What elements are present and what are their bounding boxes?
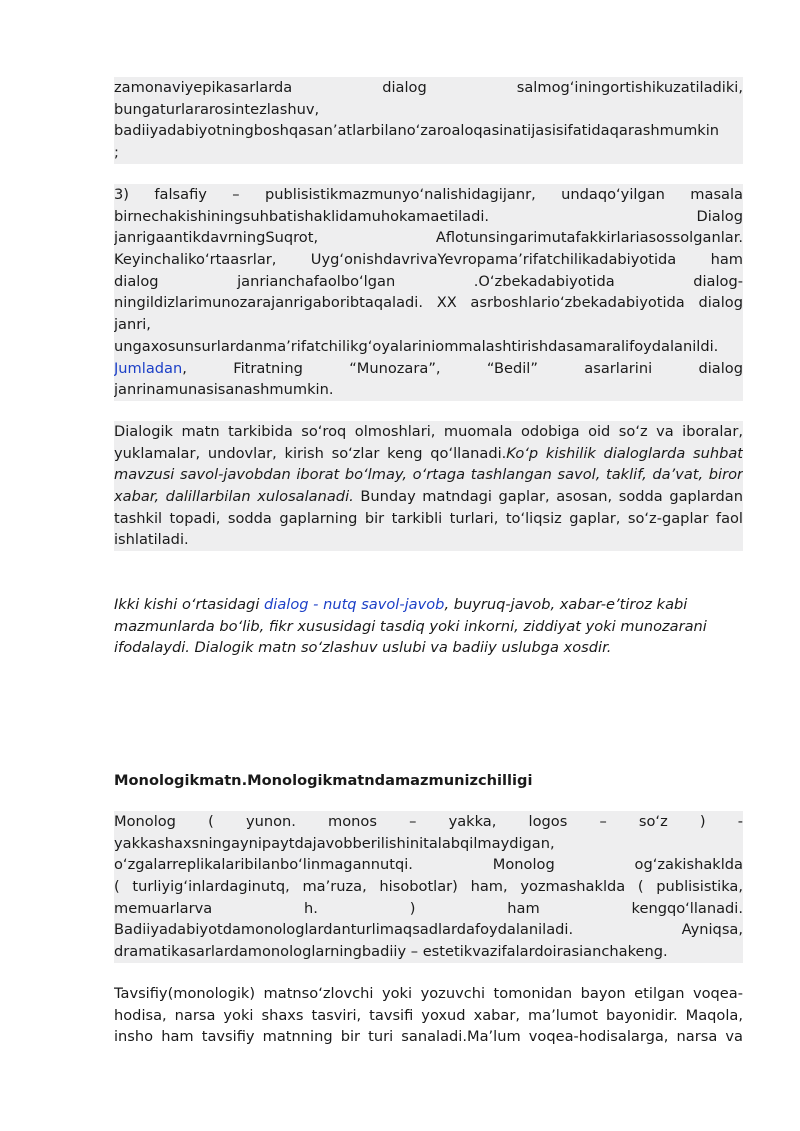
text-span: Bunday matndagi gaplar, asosan, sodda gaplardan xyxy=(353,488,743,506)
text-line: bungaturlararosintezlashuv, xyxy=(114,100,320,118)
text-line: janrigaantikdavrningSuqrot, Aflotunsingarimutafakkirlariasossolganlar. xyxy=(114,229,743,247)
text-line: insho ham tavsifiy matnning bir turi sanaladi.Ma’lum voqea-hodisalarga, narsa va xyxy=(114,1028,743,1046)
text-span: Ikki kishi o‘rtasidagi xyxy=(114,596,265,613)
text-line: Tavsifiy(monologik) matnso‘zlovchi yoki yozuvchi tomonidan bayon etilgan voqea- xyxy=(114,985,743,1002)
section-heading: Monologikmatn.Monologikmatndamazmunizchilligi xyxy=(114,772,533,789)
text-line: Monolog ( yunon. monos – yakka, logos – so‘z ) - xyxy=(114,813,743,830)
text-line: dramatikasarlardamonologlarningbadiiy – estetikvazifalardoirasianchakeng. xyxy=(114,943,668,961)
text-line xyxy=(114,486,743,508)
text-span: , Fitratning “Munozara”, “Bedil” asarlarini dialog xyxy=(182,359,743,377)
paragraph-3 xyxy=(114,421,743,551)
text-line: mavzusi savol-javobdan iborat bo‘lmay, o‘rtaga tashlangan savol, taklif, da’vat, biror xyxy=(114,466,743,484)
text-line: zamonaviyepikasarlarda dialog salmog‘iningortishikuzatiladiki, xyxy=(114,79,743,96)
text-line xyxy=(114,358,743,380)
text-line: memuarlarva h. ) ham kengqo‘llanadi. xyxy=(114,899,743,917)
paragraph-1 xyxy=(114,77,743,164)
dialog-link[interactable]: dialog - nutq savol-javob xyxy=(264,596,445,613)
text-line: mazmunlarda bo‘lib, fikr xususidagi tasdiq yoki inkorni, ziddiyat yoki munozarani xyxy=(114,617,707,635)
text-line: dialog janrianchafaolbo‘lgan .O‘zbekadabiyotida dialog- xyxy=(114,272,743,290)
text-line: ifodalaydi. Dialogik matn so‘zlashuv uslubi va badiiy uslubga xosdir. xyxy=(114,639,612,657)
text-line: badiiyadabiyotningboshqasan’atlarbilano‘zaroaloqasinatijasisifatidaqarashmumkin xyxy=(114,122,720,140)
text-span: , buyruq-javob, xabar-e’tiroz kabi xyxy=(444,596,688,613)
text-line: yakkashaxsningaynipaytdajavobberilishinitalabqilmaydigan, xyxy=(114,834,555,852)
text-line: ; xyxy=(114,144,119,162)
text-line: ( turliyig‘inlardaginutq, ma’ruza, hisobotlar) ham, yozmashaklda ( publisistika, xyxy=(114,878,743,896)
text-line: janri, xyxy=(114,316,151,334)
text-line: ungaxosunsurlardanma’rifatchilikg‘oyalariniommalashtirishdasamaralifoydalanildi. xyxy=(114,337,719,355)
paragraph-4 xyxy=(114,594,743,659)
text-line: birnechakishiningsuhbatishaklidamuhokamaetiladi. Dialog xyxy=(114,207,743,225)
text-span: yuklamalar, undovlar, kirish so‘zlar keng qo‘llanadi. xyxy=(114,444,507,462)
text-line: Badiiyadabiyotdamonologlardanturlimaqsadlardafoydalaniladi. Ayniqsa, xyxy=(114,921,743,939)
paragraph-5 xyxy=(114,811,743,963)
italic-span: Ko‘p kishilik dialoglarda suhbat xyxy=(506,444,743,462)
italic-span: xabar, dalillarbilan xulosalanadi. xyxy=(114,488,354,506)
text-line: janrinamunasisanashmumkin. xyxy=(114,381,334,399)
text-line: ningildizlarimunozarajanrigaboribtaqaladi. XX asrboshlario‘zbekadabiyotida dialog xyxy=(114,294,743,312)
paragraph-2 xyxy=(114,184,743,401)
text-line: o‘zgalarreplikalaribilanbo‘linmagannutqi. Monolog og‘zakishaklda xyxy=(114,856,743,874)
text-line: Dialogik matn tarkibida so‘roq olmoshlari, muomala odobiga oid so‘z va iboralar, xyxy=(114,423,743,440)
text-line: ishlatiladi. xyxy=(114,531,189,549)
jumladan-link[interactable]: Jumladan xyxy=(114,359,183,377)
text-line: Keyinchaliko‘rtaasrlar, Uyg‘onishdavrivaYevropama’rifatchilikadabiyotida ham xyxy=(114,251,743,269)
text-line: hodisa, narsa yoki shaxs tasviri, tavsifi yoxud xabar, ma’lumot bayonidir. Maqola, xyxy=(114,1006,743,1024)
text-line xyxy=(114,594,743,616)
text-line xyxy=(114,443,743,465)
text-line: 3) falsafiy – publisistikmazmunyo‘nalishidagijanr, undaqo‘yilgan masala xyxy=(114,186,743,203)
paragraph-6 xyxy=(114,983,743,1048)
text-line: tashkil topadi, sodda gaplarning bir tarkibli turlari, to‘liqsiz gaplar, so‘z-gaplar faol xyxy=(114,509,743,527)
